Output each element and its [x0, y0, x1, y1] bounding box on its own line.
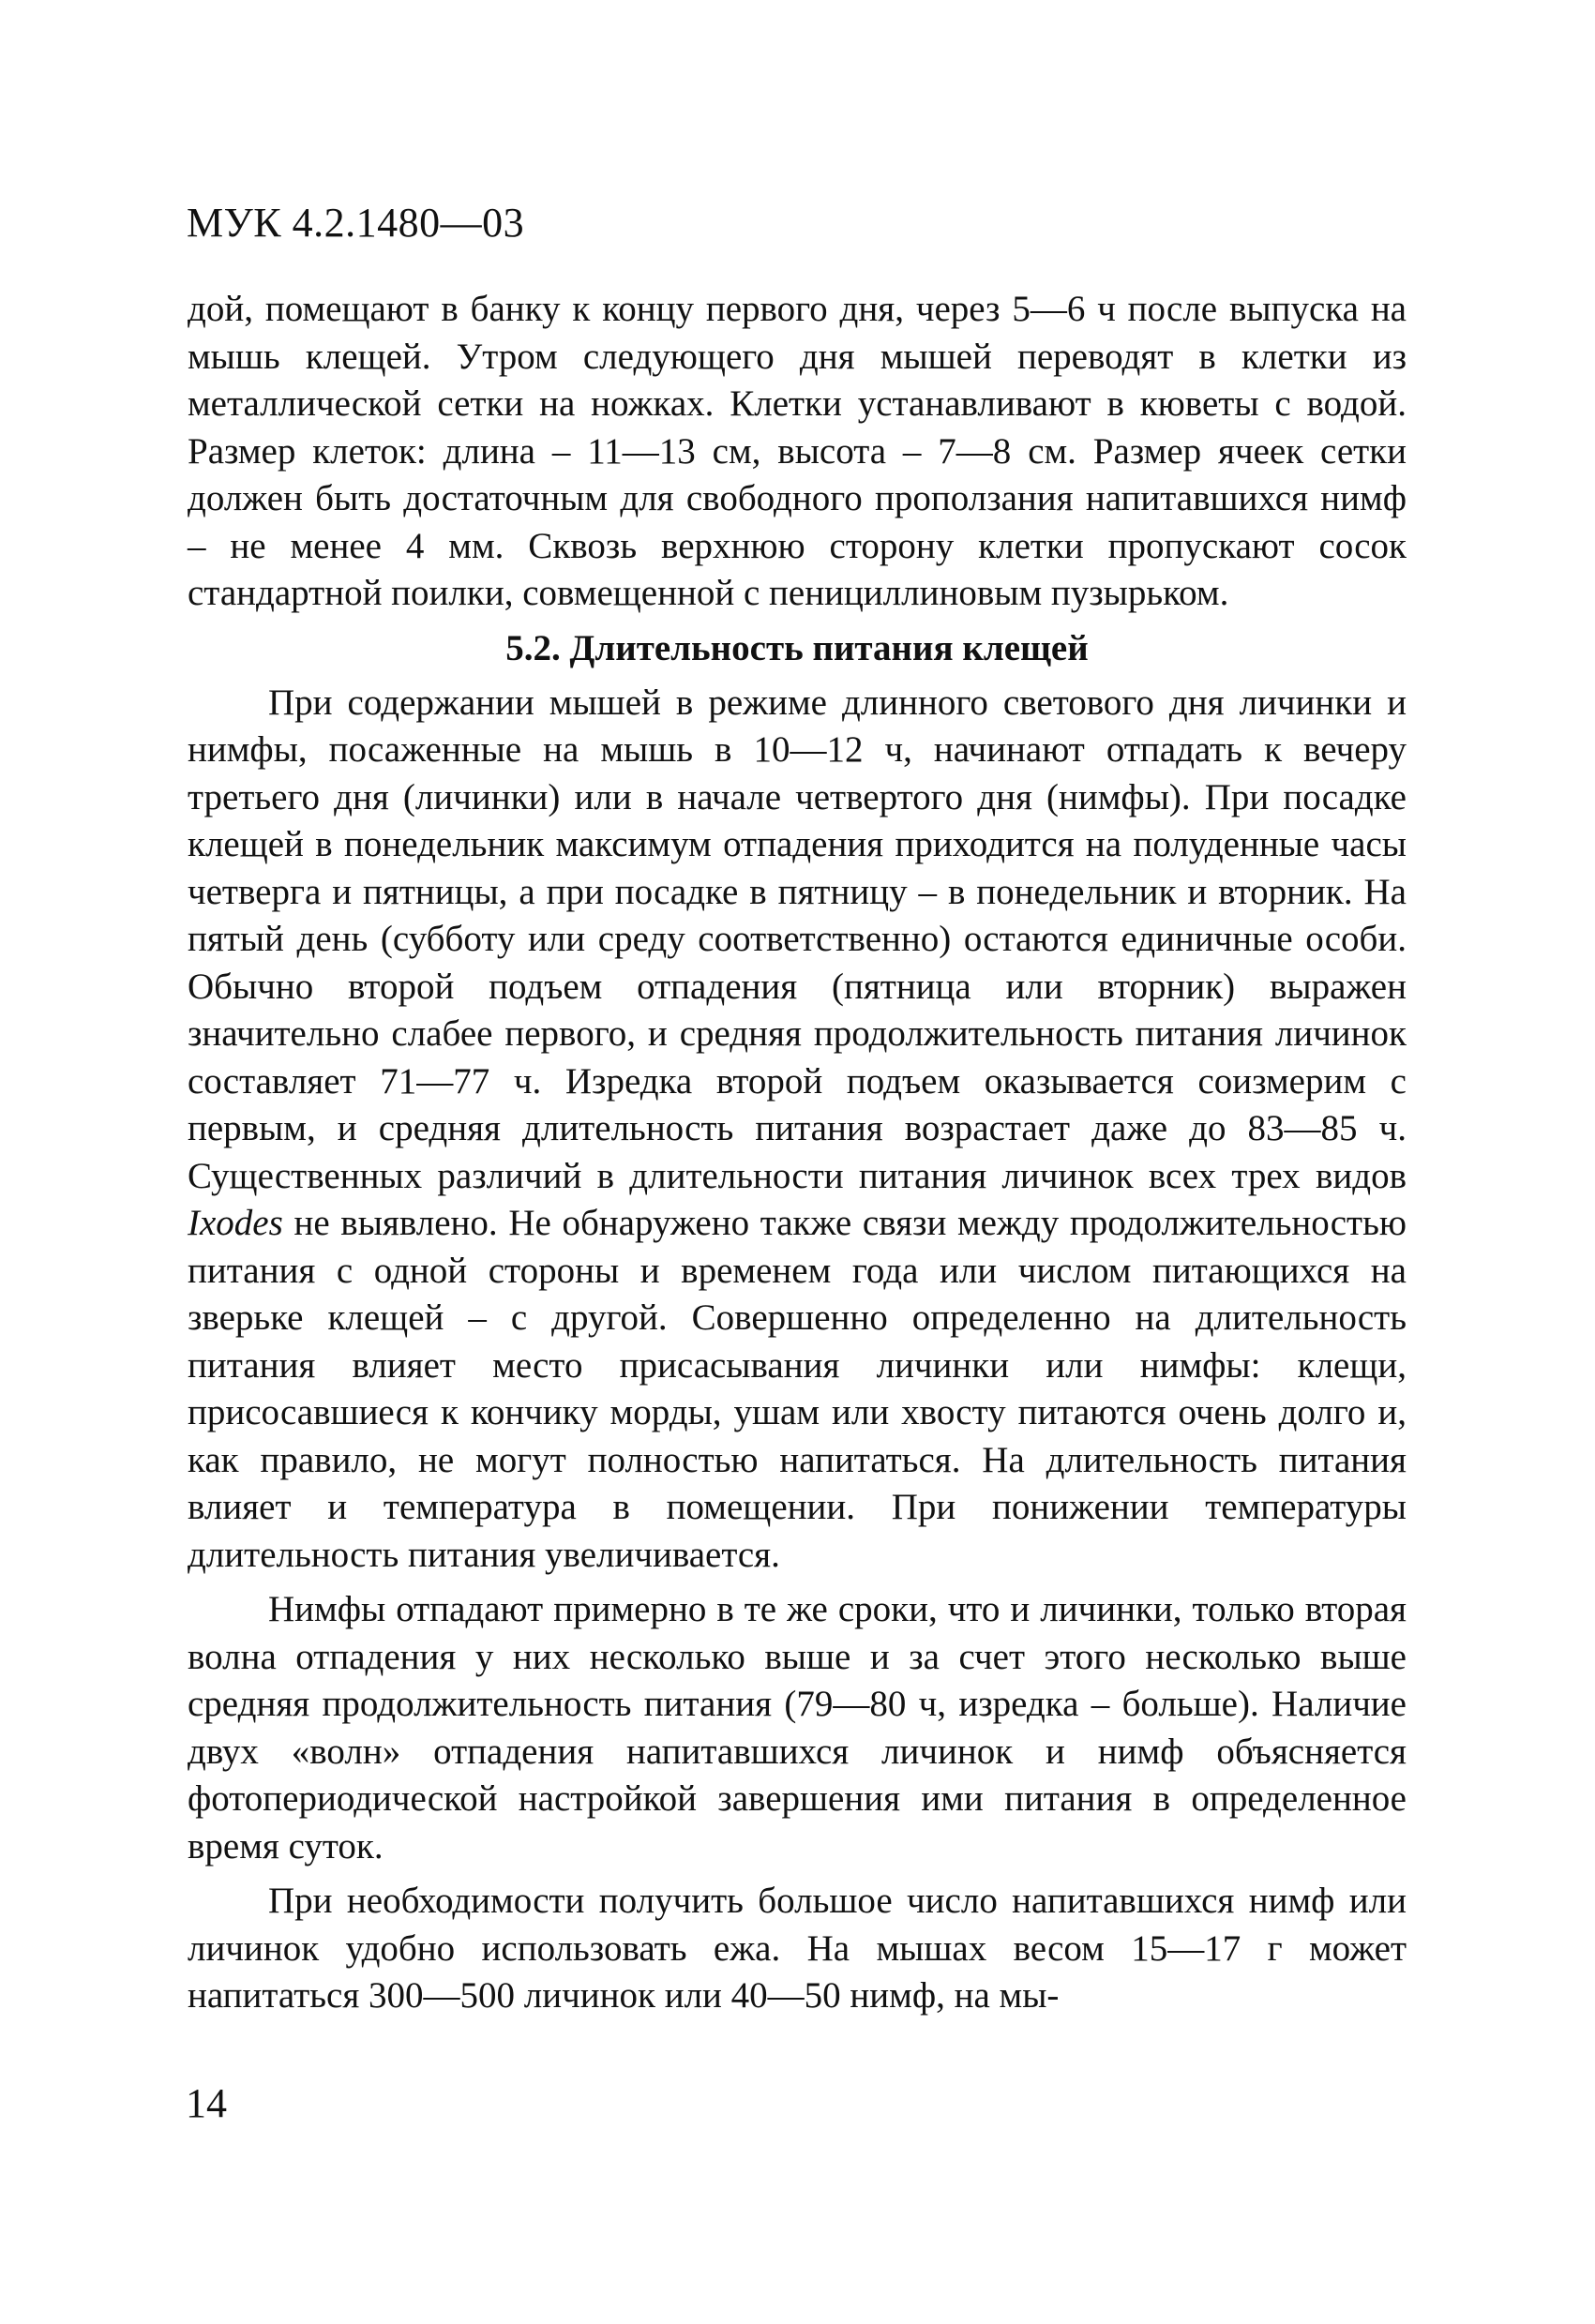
page-number: 14: [186, 2080, 227, 2126]
paragraph-feeding-duration: [188, 680, 1407, 1580]
paragraph-feeding-duration-text-b: не выявлено. Не обнаружено также связи между продолжительностью питания с одной стороны и временем года или числом питающихся на зверьке клещей – с другой. Совершенно определенно на длительность питания влияет место присасывания личинки или нимфы: клещи, присосавшиеся к кончику морды, ушам или хвосту питаются очень долго и, как правило, не могут полностью напитаться. На длительность питания влияет и температура в помещении. При понижении температуры длительность питания увеличивается.: [188, 1203, 1407, 1575]
page-body: [188, 286, 1407, 2020]
paragraph-cage-setup: дой, помещают в банку к концу первого дня, через 5—6 ч после выпуска на мышь клещей. Утром следующего дня мышей переводят в клетки из металлической сетки на ножках. Клетки устанавливают в кюветы с водой. Размер клеток: длина – 11—13 см, высота – 7—8 см. Размер ячеек сетки должен быть достаточным для свободного проползания напитавшихся нимф – не менее 4 мм. Сквозь верхнюю сторону клетки пропускают сосок стандартной поилки, совмещенной с пенициллиновым пузырьком.: [188, 289, 1407, 613]
paragraph-feeding-duration-text-a: При содержании мышей в режиме длинного светового дня личинки и нимфы, посаженные на мышь в 10—12 ч, начинают отпадать к вечеру третьего дня (личинки) или в начале четвертого дня (нимфы). При посадке клещей в понедельник максимум отпадения приходится на полуденные часы четверга и пятницы, а при посадке в пятницу – в понедельник и вторник. На пятый день (субботу или среду соответственно) остаются единичные особи. Обычно второй подъем отпадения (пятница или вторник) выражен значительно слабее первого, и средняя продолжительность питания личинок составляет 71—77 ч. Изредка второй подъем оказывается соизмерим с первым, и средняя длительность питания возрастает даже до 83—85 ч. Существенных различий в длительности питания личинок всех трех видов: [188, 682, 1407, 1196]
document-code-header: МУК 4.2.1480—03: [187, 200, 525, 246]
genus-name-italic: Ixodes: [188, 1203, 283, 1243]
section-heading-feeding-duration: 5.2. Длительность питания клещей: [505, 627, 1089, 668]
paragraph-hedgehog-use: При необходимости получить большое число напитавшихся нимф или личинок удобно использовать ежа. На мышах весом 15—17 г может напитаться 300—500 личинок или 40—50 нимф, на мы-: [188, 1881, 1407, 2016]
paragraph-nymph-detachment: Нимфы отпадают примерно в те же сроки, что и личинки, только вторая волна отпадения у них несколько выше и за счет этого несколько выше средняя продолжительность питания (79—80 ч, изредка – больше). Наличие двух «волн» отпадения напитавшихся личинок и нимф объясняется фотопериодической настройкой завершения ими питания в определенное время суток.: [188, 1589, 1407, 1867]
